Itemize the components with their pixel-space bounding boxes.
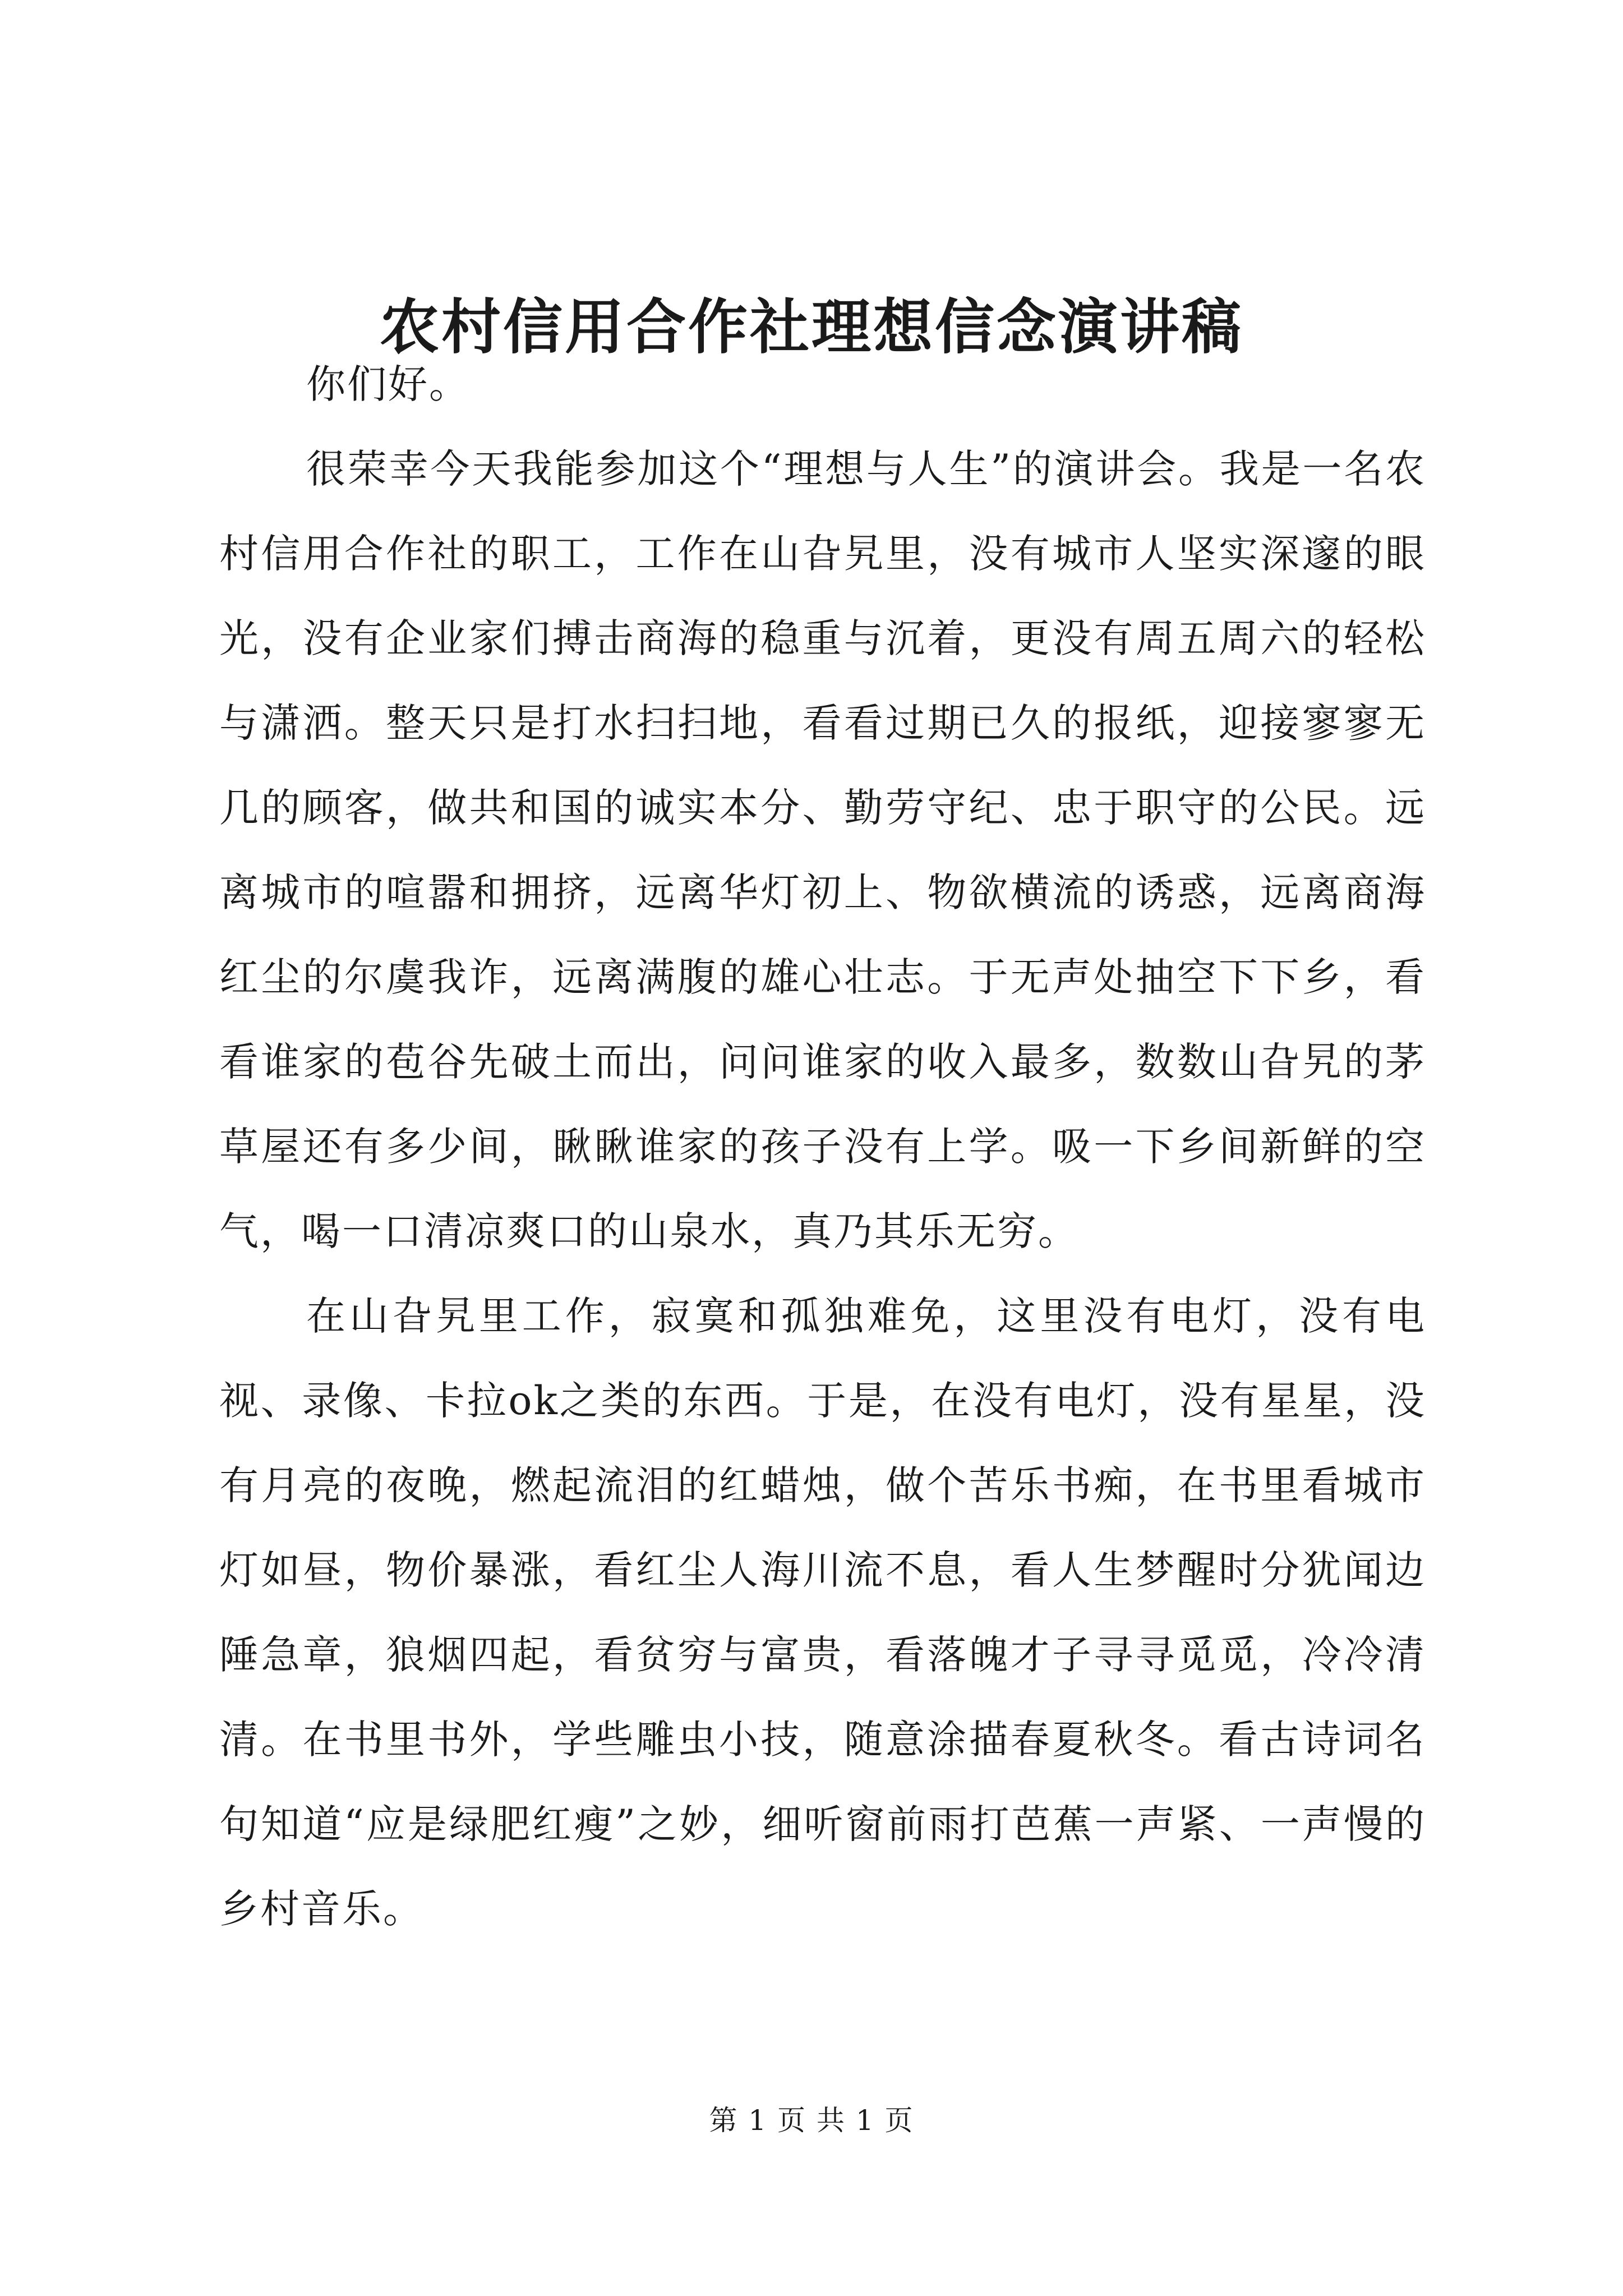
paragraph-rural-life: 在山旮旯里工作，寂寞和孤独难免，这里没有电灯，没有电视、录像、卡拉ok之类的东西。于是，在没有电灯，没有星星，没有月亮的夜晚，燃起流泪的红蜡烛，做个苦乐书痴，在书里看城市灯如昼，物价暴涨，看红尘人海川流不息，看人生梦醒时分犹闻边陲急章，狼烟四起，看贫穷与富贵，看落魄才子寻寻觅觅，冷冷清清。在书里书外，学些雕虫小技，随意涂描春夏秋冬。看古诗词名句知道“应是绿肥红瘦”之妙，细听窗前雨打芭蕉一声紧、一声慢的乡村音乐。 xyxy=(219,1293,1426,1932)
page-number-footer: 第 1 页 共 1 页 xyxy=(709,2104,914,2137)
document-title: 农村信用合作社理想信念演讲稿 xyxy=(380,292,1243,362)
paragraph-greeting: 你们好。 xyxy=(306,361,470,407)
document-body xyxy=(219,342,1426,1952)
paragraph-introduction: 很荣幸今天我能参加这个“理想与人生”的演讲会。我是一名农村信用合作社的职工，工作在山旮旯里，没有城市人坚实深邃的眼光，没有企业家们搏击商海的稳重与沉着，更没有周五周六的轻松与潇洒。整天只是打水扫扫地，看看过期已久的报纸，迎接寥寥无几的顾客，做共和国的诚实本分、勤劳守纪、忠于职守的公民。远离城市的喧嚣和拥挤，远离华灯初上、物欲横流的诱惑，远离商海红尘的尔虞我诈，远离满腹的雄心壮志。于无声处抽空下下乡，看看谁家的苞谷先破土而出，问问谁家的收入最多，数数山旮旯的茅草屋还有多少间，瞅瞅谁家的孩子没有上学。吸一下乡间新鲜的空气，喝一口清凉爽口的山泉水，真乃其乐无穷。 xyxy=(219,446,1426,1254)
